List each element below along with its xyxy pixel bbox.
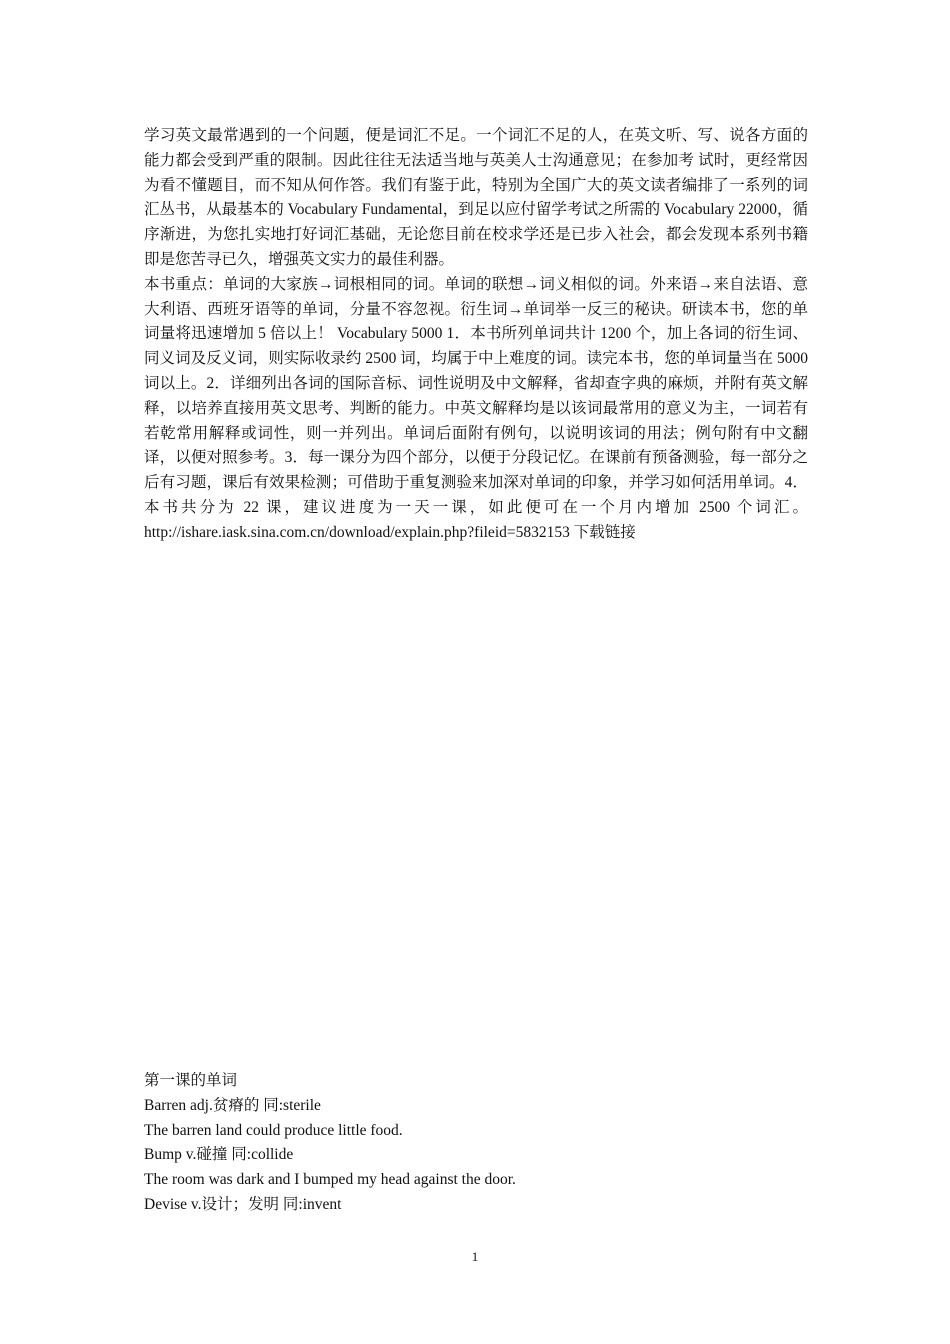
lesson-example-barren: The barren land could produce little food. bbox=[144, 1121, 403, 1139]
lesson-title: 第一课的单词 bbox=[144, 1072, 238, 1089]
lesson-section bbox=[144, 1069, 808, 1218]
intro-section bbox=[144, 124, 808, 546]
page-number: 1 bbox=[471, 1249, 479, 1264]
lesson-example-bump: The room was dark and I bumped my head against the door. bbox=[144, 1171, 516, 1189]
lesson-line-bump: Bump v.碰撞 同:collide bbox=[144, 1146, 294, 1164]
lesson-line-barren: Barren adj.贫瘠的 同:sterile bbox=[144, 1096, 321, 1114]
intro-paragraph-1: 学习英文最常遇到的一个问题，便是词汇不足。一个词汇不足的人，在英文听、写、说各方面的能力都会受到严重的限制。因此往往无法适当地与英美人士沟通意见；在参加考 试时，更经常因为看不懂题目，而不知从何作答。我们有鉴于此，特别为全国广大的英文读者编排了一系列的词汇丛书，从最基本的 Vocabulary Fundamental，到足以应付留学考试之所需的 Vocabulary 22000，循序渐进，为您扎实地打好词汇基础，无论您目前在校求学还是已步入社会，都会发现本系列书籍即是您苦寻已久，增强英文实力的最佳利器。 bbox=[144, 127, 808, 268]
intro-paragraph-2: 本书重点：单词的大家族→词根相同的词。单词的联想→词义相似的词。外来语→来自法语、意大利语、西班牙语等的单词，分量不容忽视。衍生词→单词举一反三的秘诀。研读本书，您的单词量将迅速增加 5 倍以上！ Vocabulary 5000 1．本书所列单词共计 1200 个，加上各词的衍生词、同义词及反义词，则实际收录约 2500 词，均属于中上难度的词。读完本书，您的单词量当在 5000 词以上。2．详细列出各词的国际音标、词性说明及中文解释，省却查字典的麻烦，并附有英文解释，以培养直接用英文思考、判断的能力。中英文解释均是以该词最常用的意义为主，一词若有若乾常用解释或词性，则一并列出。单词后面附有例句，以说明该词的用法；例句附有中文翻译，以便对照参考。3．每一课分为四个部分，以便于分段记忆。在课前有预备测验，每一部分之后有习题，课后有效果检测；可借助于重复测验来加深对单词的印象，并学习如何活用单词。4．本书共分为 22 课，建议进度为一天一课，如此便可在一个月内增加 2500 个词汇。http://ishare.iask.sina.com.cn/download/explain.php?fileid=5832153 下载链接 bbox=[144, 275, 808, 541]
lesson-line-devise: Devise v.设计；发明 同:invent bbox=[144, 1195, 342, 1213]
